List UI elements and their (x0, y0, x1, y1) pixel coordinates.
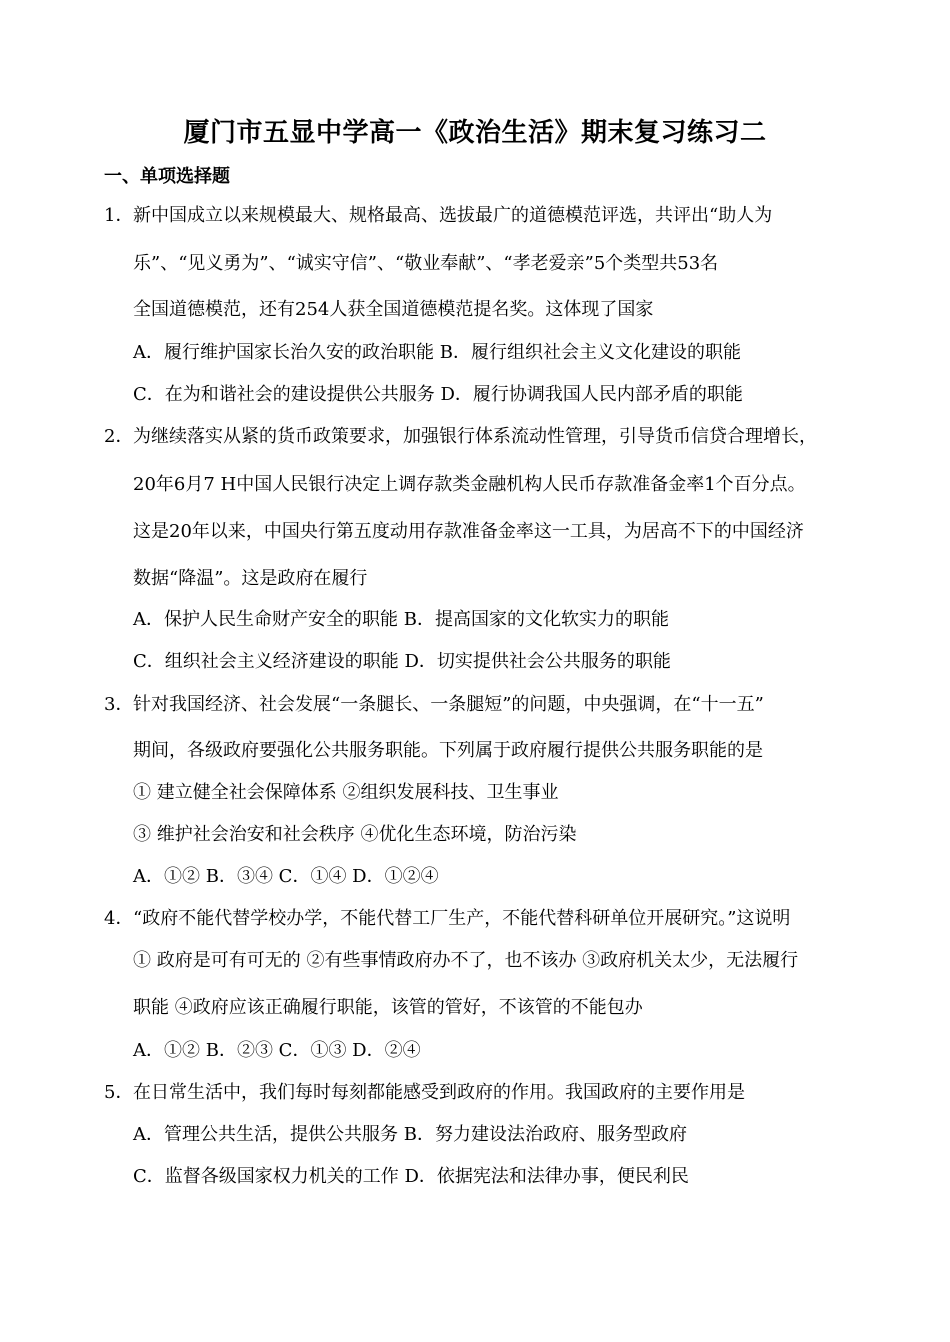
question-text-line: 这是20年以来，中国央行第五度动用存款准备金率这一工具，为居高不下的中国经济 (133, 521, 804, 542)
question-text-line: 针对我国经济、社会发展“一条腿长、一条腿短”的问题，中央强调，在“十一五” (133, 694, 764, 715)
question-text-line: 乐”、“见义勇为”、“诚实守信”、“敬业奉献”、“孝老爱亲”5个类型共53名 (133, 253, 719, 274)
question-text-line: 新中国成立以来规模最大、规格最高、选拔最广的道德模范评选，共评出“助人为 (133, 205, 773, 226)
question-text-line: 为继续落实从紧的货币政策要求，加强银行体系流动性管理，引导货币信贷合理增长， (133, 426, 817, 447)
answer-option-line: A．保护人民生命财产安全的职能 B．提高国家的文化软实力的职能 (133, 609, 669, 630)
answer-option-line: C．监督各级国家权力机关的工作 D．依据宪法和法律办事，便民利民 (133, 1166, 689, 1187)
answer-option-line: A．履行维护国家长治久安的政治职能 B．履行组织社会主义文化建设的职能 (133, 342, 741, 363)
answer-option-line: A．①② B．②③ C．①③ D．②④ (133, 1040, 421, 1061)
answer-option-line: ① 建立健全社会保障体系 ②组织发展科技、卫生事业 (133, 782, 559, 803)
question-text-line: 在日常生活中，我们每时每刻都能感受到政府的作用。我国政府的主要作用是 (133, 1082, 745, 1103)
answer-option-line: A．①② B．③④ C．①④ D．①②④ (133, 866, 439, 887)
question-number: 1． (104, 205, 134, 226)
question-number: 2． (104, 426, 134, 447)
answer-option-line: ③ 维护社会治安和社会秩序 ④优化生态环境，防治污染 (133, 824, 577, 845)
question-number: 5． (104, 1082, 134, 1103)
section-heading: 一、单项选择题 (104, 166, 230, 187)
question-text-line: 数据“降温”。这是政府在履行 (133, 568, 368, 589)
answer-option-line: C．组织社会主义经济建设的职能 D．切实提供社会公共服务的职能 (133, 651, 671, 672)
question-text-line: 职能 ④政府应该正确履行职能，该管的管好，不该管的不能包办 (133, 997, 643, 1018)
page-title: 厦门市五显中学高一《政治生活》期末复习练习二 (183, 118, 767, 148)
question-number: 3． (104, 694, 134, 715)
question-text-line: ① 政府是可有可无的 ②有些事情政府办不了，也不该办 ③政府机关太少，无法履行 (133, 950, 799, 971)
question-text-line: 期间，各级政府要强化公共服务职能。下列属于政府履行提供公共服务职能的是 (133, 740, 763, 761)
question-text-line: “政府不能代替学校办学，不能代替工厂生产，不能代替科研单位开展研究。”这说明 (133, 908, 791, 929)
answer-option-line: A．管理公共生活，提供公共服务 B．努力建设法治政府、服务型政府 (133, 1124, 687, 1145)
question-number: 4． (104, 908, 134, 929)
answer-option-line: C．在为和谐社会的建设提供公共服务 D．履行协调我国人民内部矛盾的职能 (133, 384, 743, 405)
question-text-line: 全国道德模范，还有254人获全国道德模范提名奖。这体现了国家 (133, 299, 654, 320)
question-text-line: 20年6月7 H中国人民银行决定上调存款类金融机构人民币存款准备金率1个百分点。 (133, 474, 806, 495)
